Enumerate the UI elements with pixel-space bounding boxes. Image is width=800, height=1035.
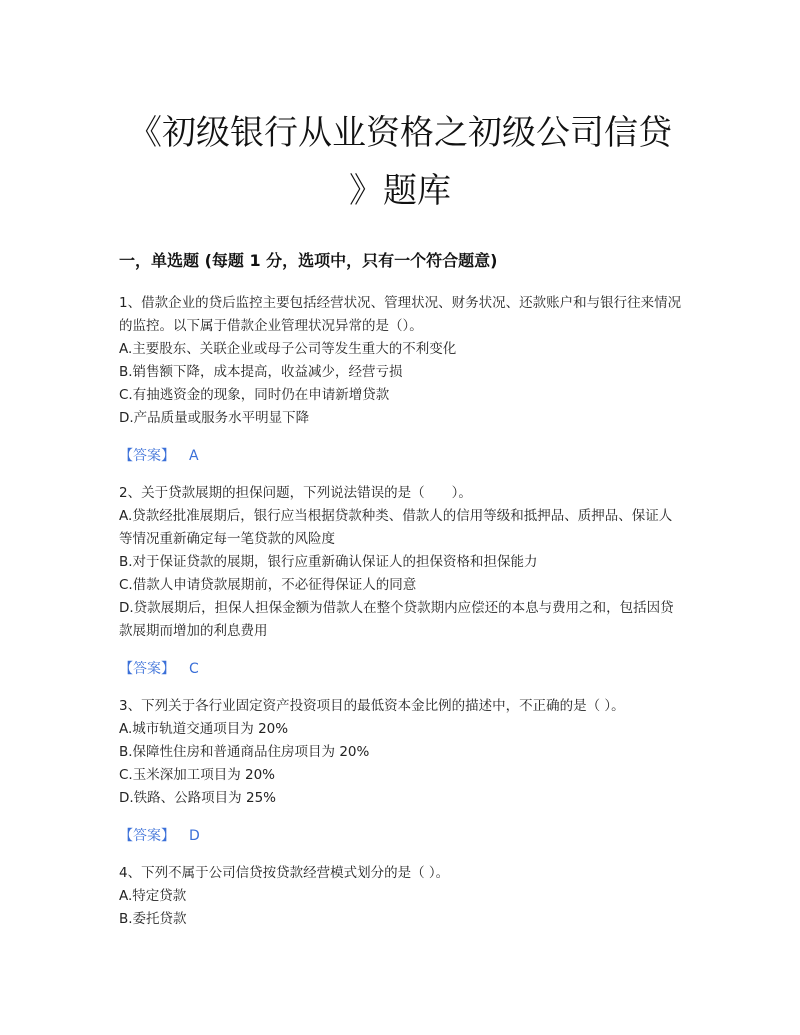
document-title-line1: 《初级银行从业资格之初级公司信贷 (128, 113, 672, 153)
answer-3 (119, 824, 684, 848)
option-c: C.玉米深加工项目为 20% (119, 767, 276, 783)
answer-label: 【答案】 (119, 448, 175, 464)
section-heading: 一，单选题 (每题 1 分，选项中，只有一个符合题意) (119, 251, 498, 270)
answer-1 (119, 444, 684, 468)
question-stem: 3、下列关于各行业固定资产投资项目的最低资本金比例的描述中，不正确的是（ ）。 (119, 698, 625, 714)
question-4 (119, 862, 684, 931)
option-a: A.贷款经批准展期后，银行应当根据贷款种类、借款人的信用等级和抵押品、质押品、保证人等情况重新确定每一笔贷款的风险度 (119, 508, 673, 547)
question-1 (119, 292, 684, 430)
answer-value: A (189, 448, 199, 464)
option-b: B.对于保证贷款的展期，银行应重新确认保证人的担保资格和担保能力 (119, 554, 538, 570)
option-d: D.贷款展期后，担保人担保金额为借款人在整个贷款期内应偿还的本息与费用之和，包括因贷款展期而增加的利息费用 (119, 600, 674, 639)
document-title-line2: 》题库 (349, 171, 451, 211)
question-list (119, 292, 684, 931)
option-a: A.主要股东、关联企业或母子公司等发生重大的不利变化 (119, 341, 457, 357)
question-stem: 4、下列不属于公司信贷按贷款经营模式划分的是（ ）。 (119, 865, 450, 881)
answer-2 (119, 657, 684, 681)
option-c: C.借款人申请贷款展期前，不必征得保证人的同意 (119, 577, 417, 593)
question-stem: 1、借款企业的贷后监控主要包括经营状况、管理状况、财务状况、还款账户和与银行往来情况的监控。以下属于借款企业管理状况异常的是（）。 (119, 295, 682, 334)
option-c: C.有抽逃资金的现象，同时仍在申请新增贷款 (119, 387, 390, 403)
answer-value: C (189, 661, 199, 677)
option-b: B.保障性住房和普通商品住房项目为 20% (119, 744, 370, 760)
question-3 (119, 695, 684, 810)
option-a: A.特定贷款 (119, 888, 187, 904)
answer-label: 【答案】 (119, 828, 175, 844)
option-b: B.委托贷款 (119, 911, 187, 927)
document-title (100, 104, 700, 220)
question-2 (119, 482, 684, 643)
option-a: A.城市轨道交通项目为 20% (119, 721, 289, 737)
option-d: D.产品质量或服务水平明显下降 (119, 410, 310, 426)
answer-label: 【答案】 (119, 661, 175, 677)
option-d: D.铁路、公路项目为 25% (119, 790, 276, 806)
question-stem: 2、关于贷款展期的担保问题，下列说法错误的是（ ）。 (119, 485, 472, 501)
answer-value: D (189, 828, 200, 844)
option-b: B.销售额下降，成本提高，收益减少，经营亏损 (119, 364, 403, 380)
